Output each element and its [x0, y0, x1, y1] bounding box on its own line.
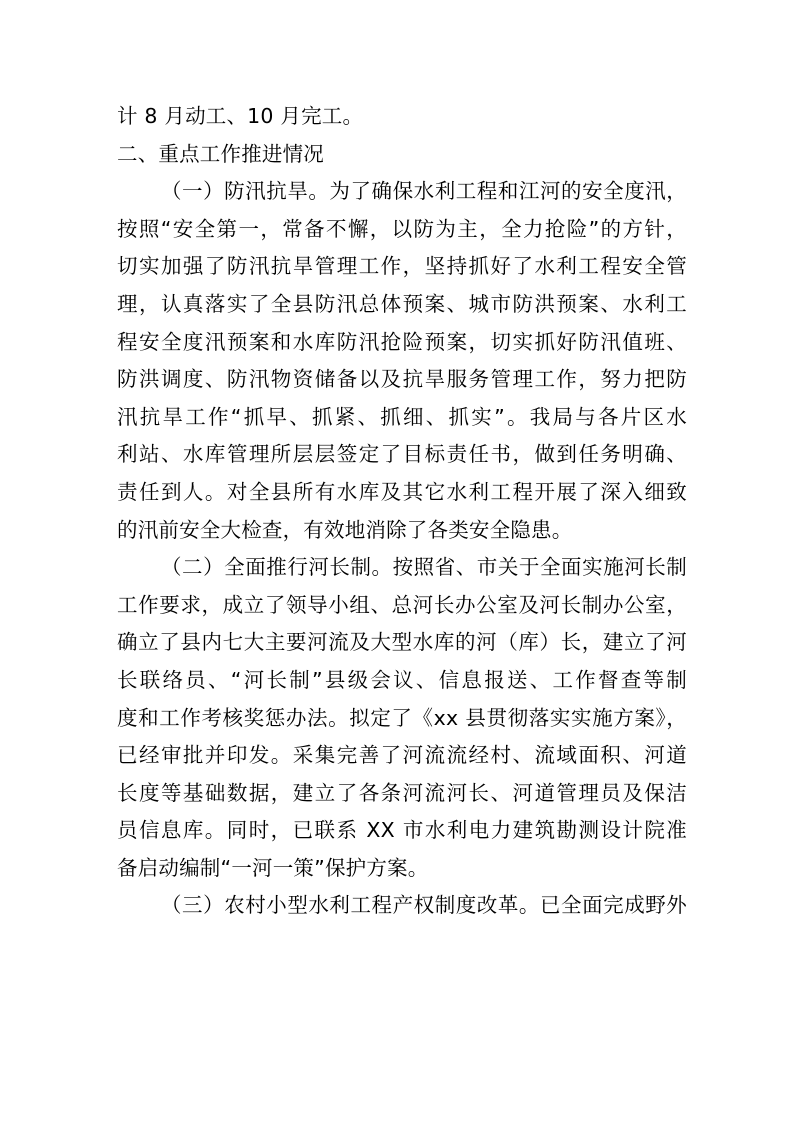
- document-body: [117, 98, 687, 925]
- text-line: 长度等基础数据，建立了各条河流河长、河道管理员及保洁: [117, 780, 687, 805]
- text-line: 理，认真落实了全县防汛总体预案、城市防洪预案、水利工: [117, 291, 687, 316]
- text-line: （三）农村小型水利工程产权制度改革。已全面完成野外: [161, 893, 687, 918]
- text-line: 备启动编制“一河一策”保护方案。: [117, 855, 429, 880]
- text-line: 责任到人。对全县所有水库及其它水利工程开展了深入细致: [117, 479, 687, 504]
- text-line: 按照“安全第一，常备不懈，以防为主，全力抢险”的方针，: [117, 216, 687, 241]
- text-line: 员信息库。同时，已联系 XX 市水利电力建筑勘测设计院准: [117, 818, 687, 843]
- text-line: 切实加强了防汛抗旱管理工作，坚持抓好了水利工程安全管: [117, 254, 687, 279]
- text-line: （二）全面推行河长制。按照省、市关于全面实施河长制: [161, 555, 687, 580]
- text-line: 程安全度汛预案和水库防汛抢险预案，切实抓好防汛值班、: [117, 329, 687, 354]
- text-line: 计 8 月动工、10 月完工。: [117, 104, 364, 128]
- text-line: 度和工作考核奖惩办法。拟定了《xx 县贯彻落实实施方案》，: [117, 705, 687, 730]
- text-line: 长联络员、“河长制”县级会议、信息报送、工作督查等制: [117, 667, 687, 692]
- text-line: 汛抗旱工作“抓早、抓紧、抓细、抓实”。我局与各片区水: [117, 404, 687, 429]
- text-line: 已经审批并印发。采集完善了河流流经村、流域面积、河道: [117, 743, 687, 768]
- text-line: （一）防汛抗旱。为了确保水利工程和江河的安全度汛，: [161, 179, 687, 204]
- text-line: 的汛前安全大检查，有效地消除了各类安全隐患。: [117, 517, 573, 542]
- text-line: 工作要求，成立了领导小组、总河长办公室及河长制办公室，: [117, 592, 687, 617]
- section-heading: 二、重点工作推进情况: [117, 141, 324, 166]
- text-line: 确立了县内七大主要河流及大型水库的河（库）长，建立了河: [117, 630, 687, 655]
- text-line: 利站、水库管理所层层签定了目标责任书，做到任务明确、: [117, 442, 687, 467]
- text-line: 防洪调度、防汛物资储备以及抗旱服务管理工作，努力把防: [117, 367, 687, 392]
